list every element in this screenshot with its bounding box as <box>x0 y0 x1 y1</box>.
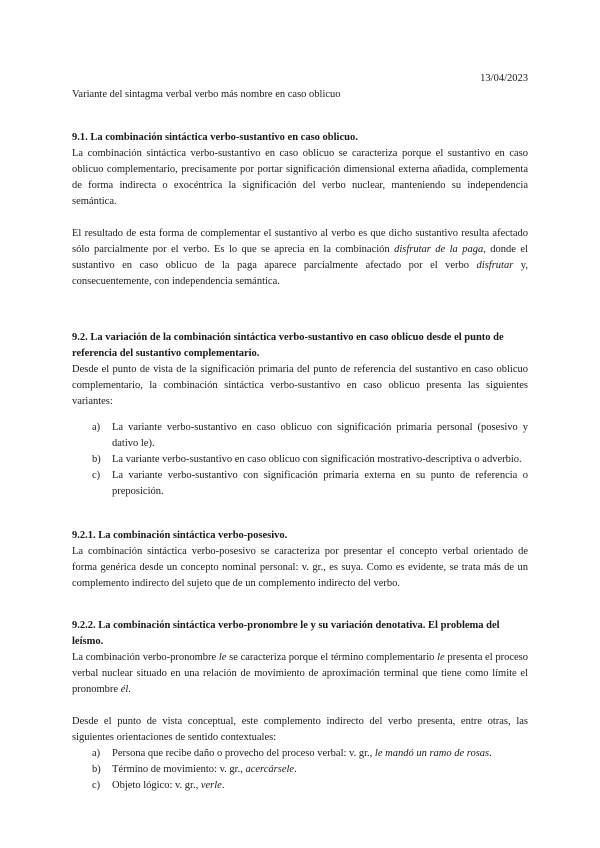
section-9-2-intro: Desde el punto de vista de la significación primaria del punto de referencia del sustantivo en caso oblicuo complementario, la combinación sintáctica verbo-sustantivo en caso oblicuo presenta las siguientes variantes: <box>72 364 528 407</box>
list-item: b) La variante verbo-sustantivo en caso oblicuo con significación mostrativo-descriptiva o adverbio. <box>92 454 522 465</box>
list-item: c) Objeto lógico: v. gr., verle. <box>92 780 225 791</box>
list-item: a) Persona que recibe daño o provecho del proceso verbal: v. gr., le mandó un ramo de rosas. <box>92 748 492 759</box>
section-9-2-1-heading: 9.2.1. La combinación sintáctica verbo-posesivo. <box>72 530 288 541</box>
list-item: c) La variante verbo-sustantivo con significación primaria externa en su punto de referencia o preposición. <box>92 470 528 497</box>
section-9-2-1-paragraph: La combinación sintáctica verbo-posesivo se caracteriza por presentar el concepto verbal orientado de forma genérica desde un concepto nominal personal: v. gr., es suya. Como es evidente, se trata más de un complemento indirecto del sujeto que de un complemento indirecto del verbo. <box>72 546 528 589</box>
section-9-1-paragraph-1: La combinación sintáctica verbo-sustantivo en caso oblicuo se caracteriza porque el sustantivo en caso oblicuo complementario, precisamente por portar significación dimensional externa añadida, complementa de forma indirecta o exocéntrica la significación del verbo nuclear, manteniendo su independencia semántica. <box>72 148 528 207</box>
section-9-2-2-heading: 9.2.2. La combinación sintáctica verbo-pronombre le y su variación denotativa. El problema del leísmo. <box>72 620 500 647</box>
example-disfrutar-de-la-paga: disfrutar de la paga <box>394 244 484 255</box>
section-9-2-2-paragraph-2: Desde el punto de vista conceptual, este complemento indirecto del verbo presenta, entre otras, las siguientes orientaciones de sentido contextuales: <box>72 716 528 743</box>
list-item: b) Término de movimiento: v. gr., acercársele. <box>92 764 297 775</box>
document-date: 13/04/2023 <box>480 73 528 84</box>
section-9-2-2-paragraph-1: La combinación verbo-pronombre le se caracteriza porque el término complementario le presenta el proceso verbal nuclear situado en una relación de movimiento de aproximación terminal que tiene como límite el pronombre él. <box>72 652 528 695</box>
document-body <box>72 87 528 794</box>
section-9-2-list <box>72 420 528 500</box>
section-9-1-heading: 9.1. La combinación sintáctica verbo-sustantivo en caso oblicuo. <box>72 132 358 143</box>
example-disfrutar: disfrutar <box>476 260 514 271</box>
section-9-2-heading: 9.2. La variación de la combinación sintáctica verbo-sustantivo en caso oblicuo desde el punto de referencia del sustantivo complementario. <box>72 332 504 359</box>
list-item: a) La variante verbo-sustantivo en caso oblicuo con significación primaria personal (posesivo y dativo le). <box>92 422 528 449</box>
section-9-1-paragraph-2: El resultado de esta forma de complementar el sustantivo al verbo es que dicho sustantivo resulta afectado sólo parcialmente por el verbo. Es lo que se aprecia en la combinación disfrutar de la paga, donde el sustantivo en caso oblicuo de la paga aparece parcialmente afectado por el verbo disfrutar y, consecuentemente, con independencia semántica. <box>72 228 528 287</box>
document-subtitle: Variante del sintagma verbal verbo más nombre en caso oblicuo <box>72 89 341 100</box>
section-9-2-2-list <box>72 746 528 794</box>
